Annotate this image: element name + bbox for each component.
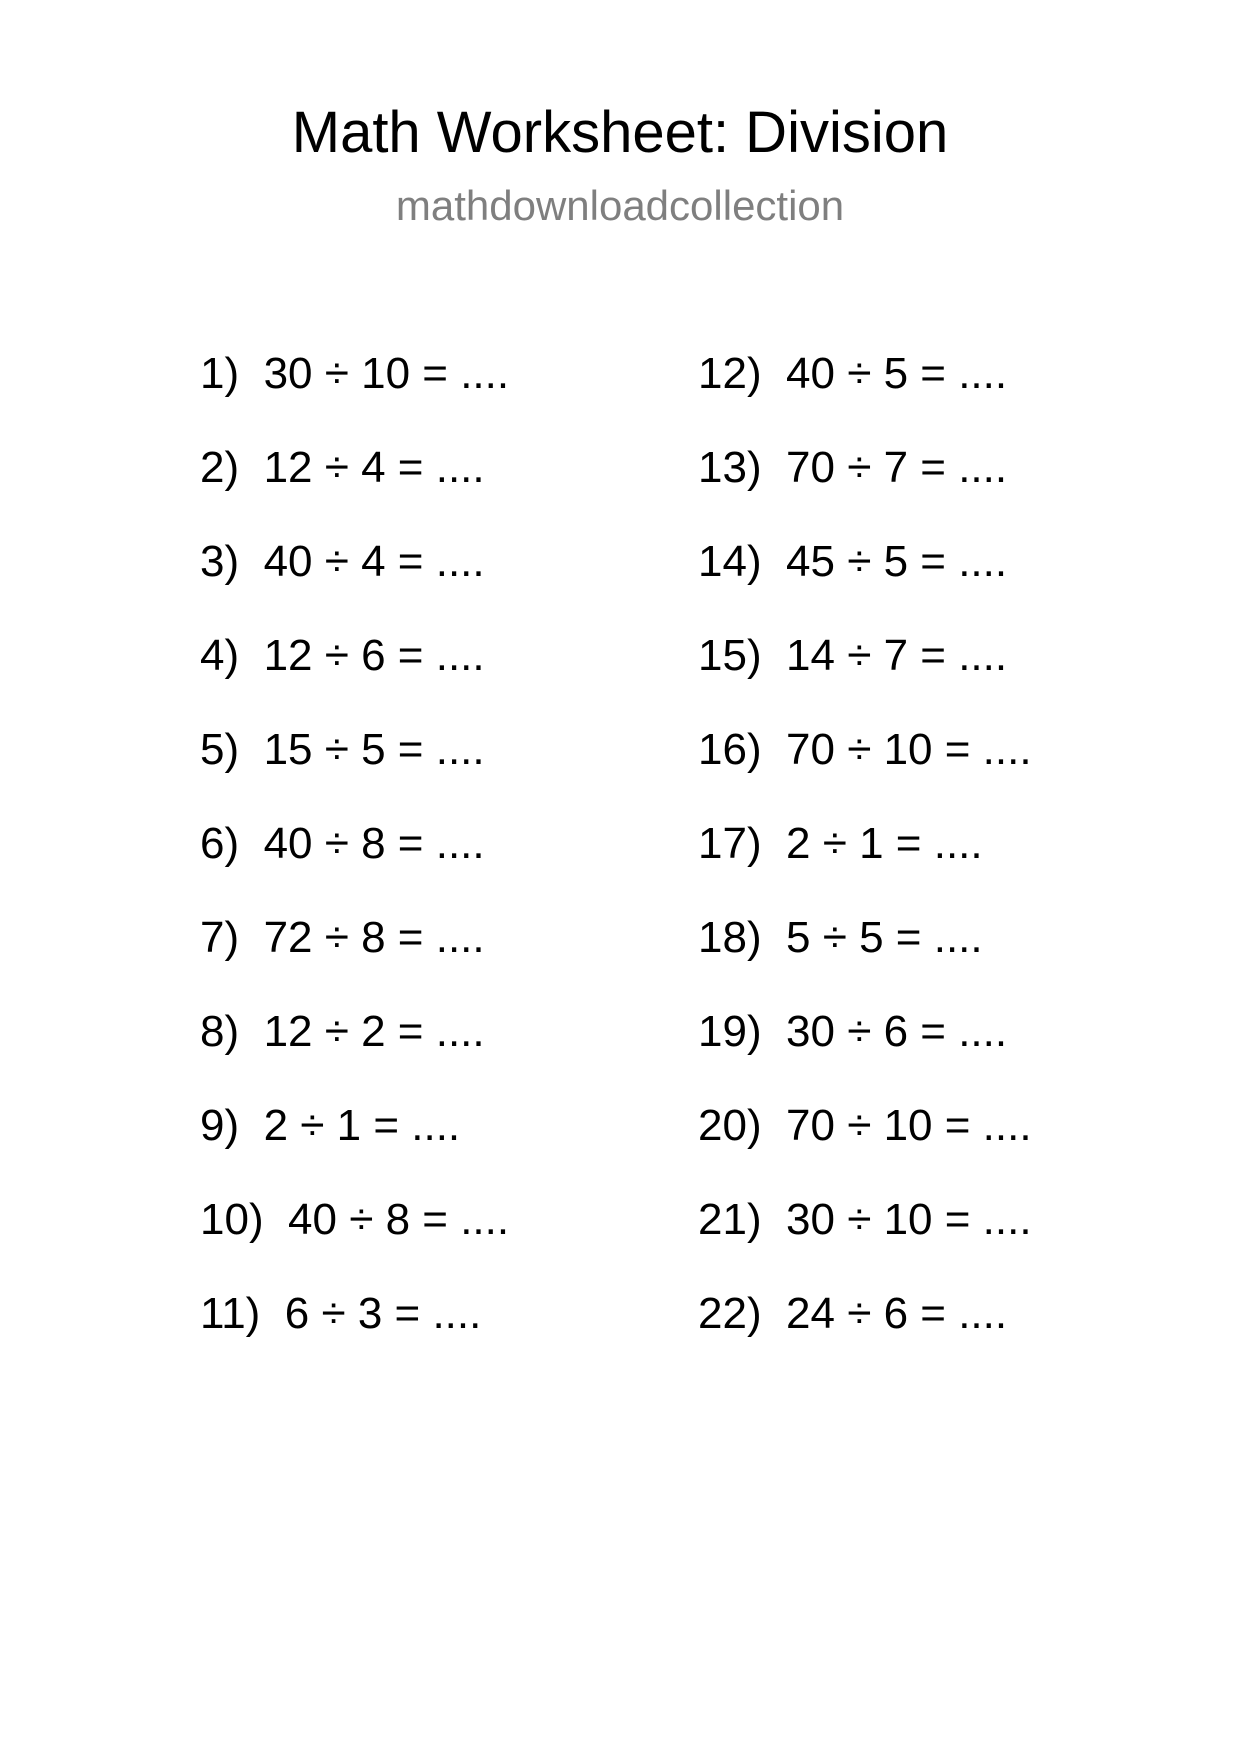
problem-13: 13) 70 ÷ 7 = .... bbox=[698, 443, 1008, 492]
problem-8: 8) 12 ÷ 2 = .... bbox=[200, 1007, 485, 1056]
worksheet-title: Math Worksheet: Division bbox=[291, 100, 949, 165]
problem-4: 4) 12 ÷ 6 = .... bbox=[200, 631, 485, 680]
problem-11: 11) 6 ÷ 3 = .... bbox=[200, 1289, 482, 1338]
problem-3: 3) 40 ÷ 4 = .... bbox=[200, 537, 485, 586]
problem-17: 17) 2 ÷ 1 = .... bbox=[698, 819, 983, 868]
problem-2: 2) 12 ÷ 4 = .... bbox=[200, 443, 485, 492]
problem-18: 18) 5 ÷ 5 = .... bbox=[698, 913, 983, 962]
problem-21: 21) 30 ÷ 10 = .... bbox=[698, 1195, 1032, 1244]
problem-6: 6) 40 ÷ 8 = .... bbox=[200, 819, 485, 868]
problem-20: 20) 70 ÷ 10 = .... bbox=[698, 1101, 1032, 1150]
worksheet-subtitle: mathdownloadcollection bbox=[395, 182, 845, 229]
problem-9: 9) 2 ÷ 1 = .... bbox=[200, 1101, 461, 1150]
problem-22: 22) 24 ÷ 6 = .... bbox=[698, 1289, 1008, 1338]
problem-16: 16) 70 ÷ 10 = .... bbox=[698, 725, 1032, 774]
problem-12: 12) 40 ÷ 5 = .... bbox=[698, 349, 1008, 398]
problem-1: 1) 30 ÷ 10 = .... bbox=[200, 349, 510, 398]
problem-5: 5) 15 ÷ 5 = .... bbox=[200, 725, 485, 774]
problem-19: 19) 30 ÷ 6 = .... bbox=[698, 1007, 1008, 1056]
problem-10: 10) 40 ÷ 8 = .... bbox=[200, 1195, 510, 1244]
problem-7: 7) 72 ÷ 8 = .... bbox=[200, 913, 485, 962]
problem-15: 15) 14 ÷ 7 = .... bbox=[698, 631, 1008, 680]
problem-14: 14) 45 ÷ 5 = .... bbox=[698, 537, 1008, 586]
